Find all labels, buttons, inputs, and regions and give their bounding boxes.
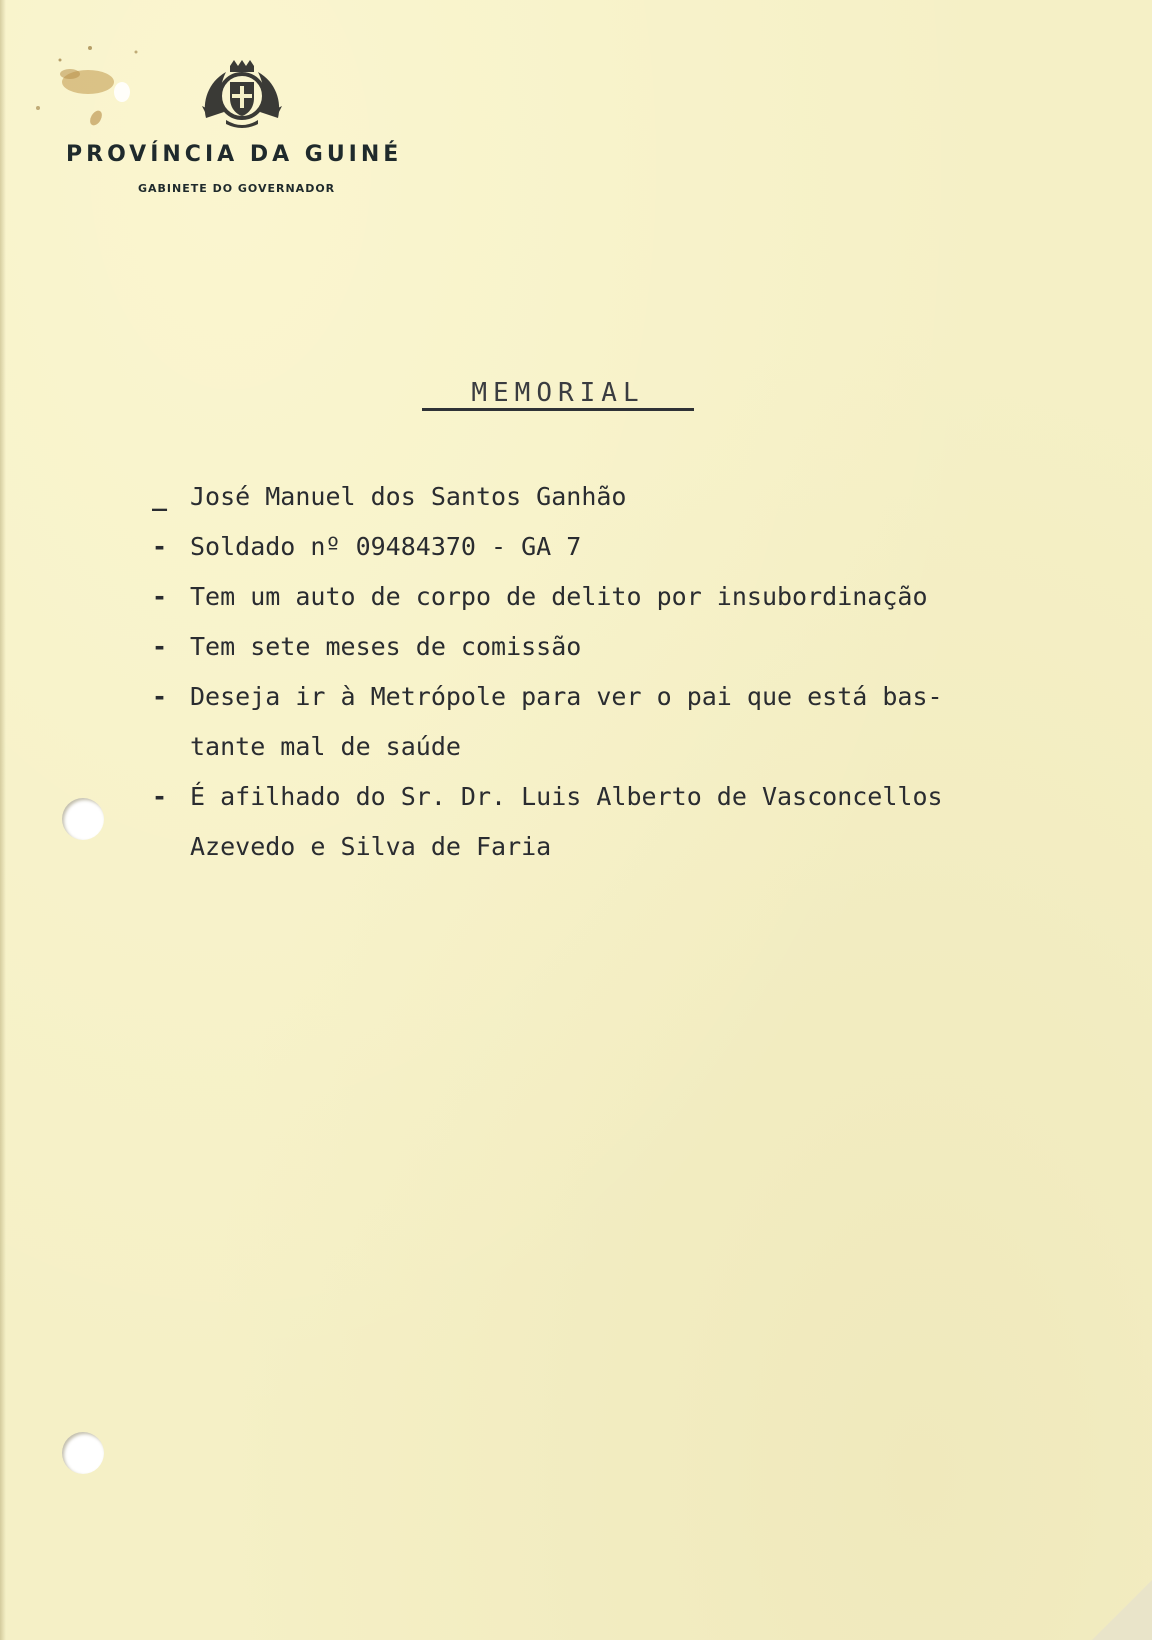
- item-bullet: -: [152, 582, 168, 611]
- document-title: MEMORIAL: [471, 378, 645, 408]
- memorial-item-offense: Tem um auto de corpo de delito por insubordinação: [190, 582, 928, 611]
- folded-corner: [1092, 1580, 1152, 1640]
- stain-marks: [30, 30, 150, 140]
- item-bullet: -: [152, 682, 168, 711]
- memorial-item-name: José Manuel dos Santos Ganhão: [190, 482, 627, 511]
- punch-hole: [62, 1432, 104, 1474]
- item-bullet: -: [152, 782, 168, 811]
- coat-of-arms-icon: [196, 58, 288, 130]
- item-bullet: -: [152, 632, 168, 661]
- memorial-item-request-line-1: Deseja ir à Metrópole para ver o pai que está bas-: [190, 682, 943, 711]
- page-edge-shadow: [0, 0, 6, 1640]
- memorial-item-godfather-line-2: Azevedo e Silva de Faria: [190, 832, 552, 861]
- memorial-item-rank: Soldado nº 09484370 - GA 7: [190, 532, 582, 561]
- letterhead-title: PROVÍNCIA DA GUINÉ: [66, 142, 403, 167]
- title-underline: [422, 408, 694, 411]
- memorial-item-godfather-line-1: É afilhado do Sr. Dr. Luis Alberto de Vasconcellos: [190, 782, 943, 811]
- memorial-item-service: Tem sete meses de comissão: [190, 632, 582, 661]
- memorial-item-request-line-2: tante mal de saúde: [190, 732, 461, 761]
- item-bullet: -: [152, 532, 168, 561]
- punch-hole: [62, 798, 104, 840]
- item-bullet: _: [152, 482, 168, 511]
- letterhead-subtitle: GABINETE DO GOVERNADOR: [138, 182, 336, 195]
